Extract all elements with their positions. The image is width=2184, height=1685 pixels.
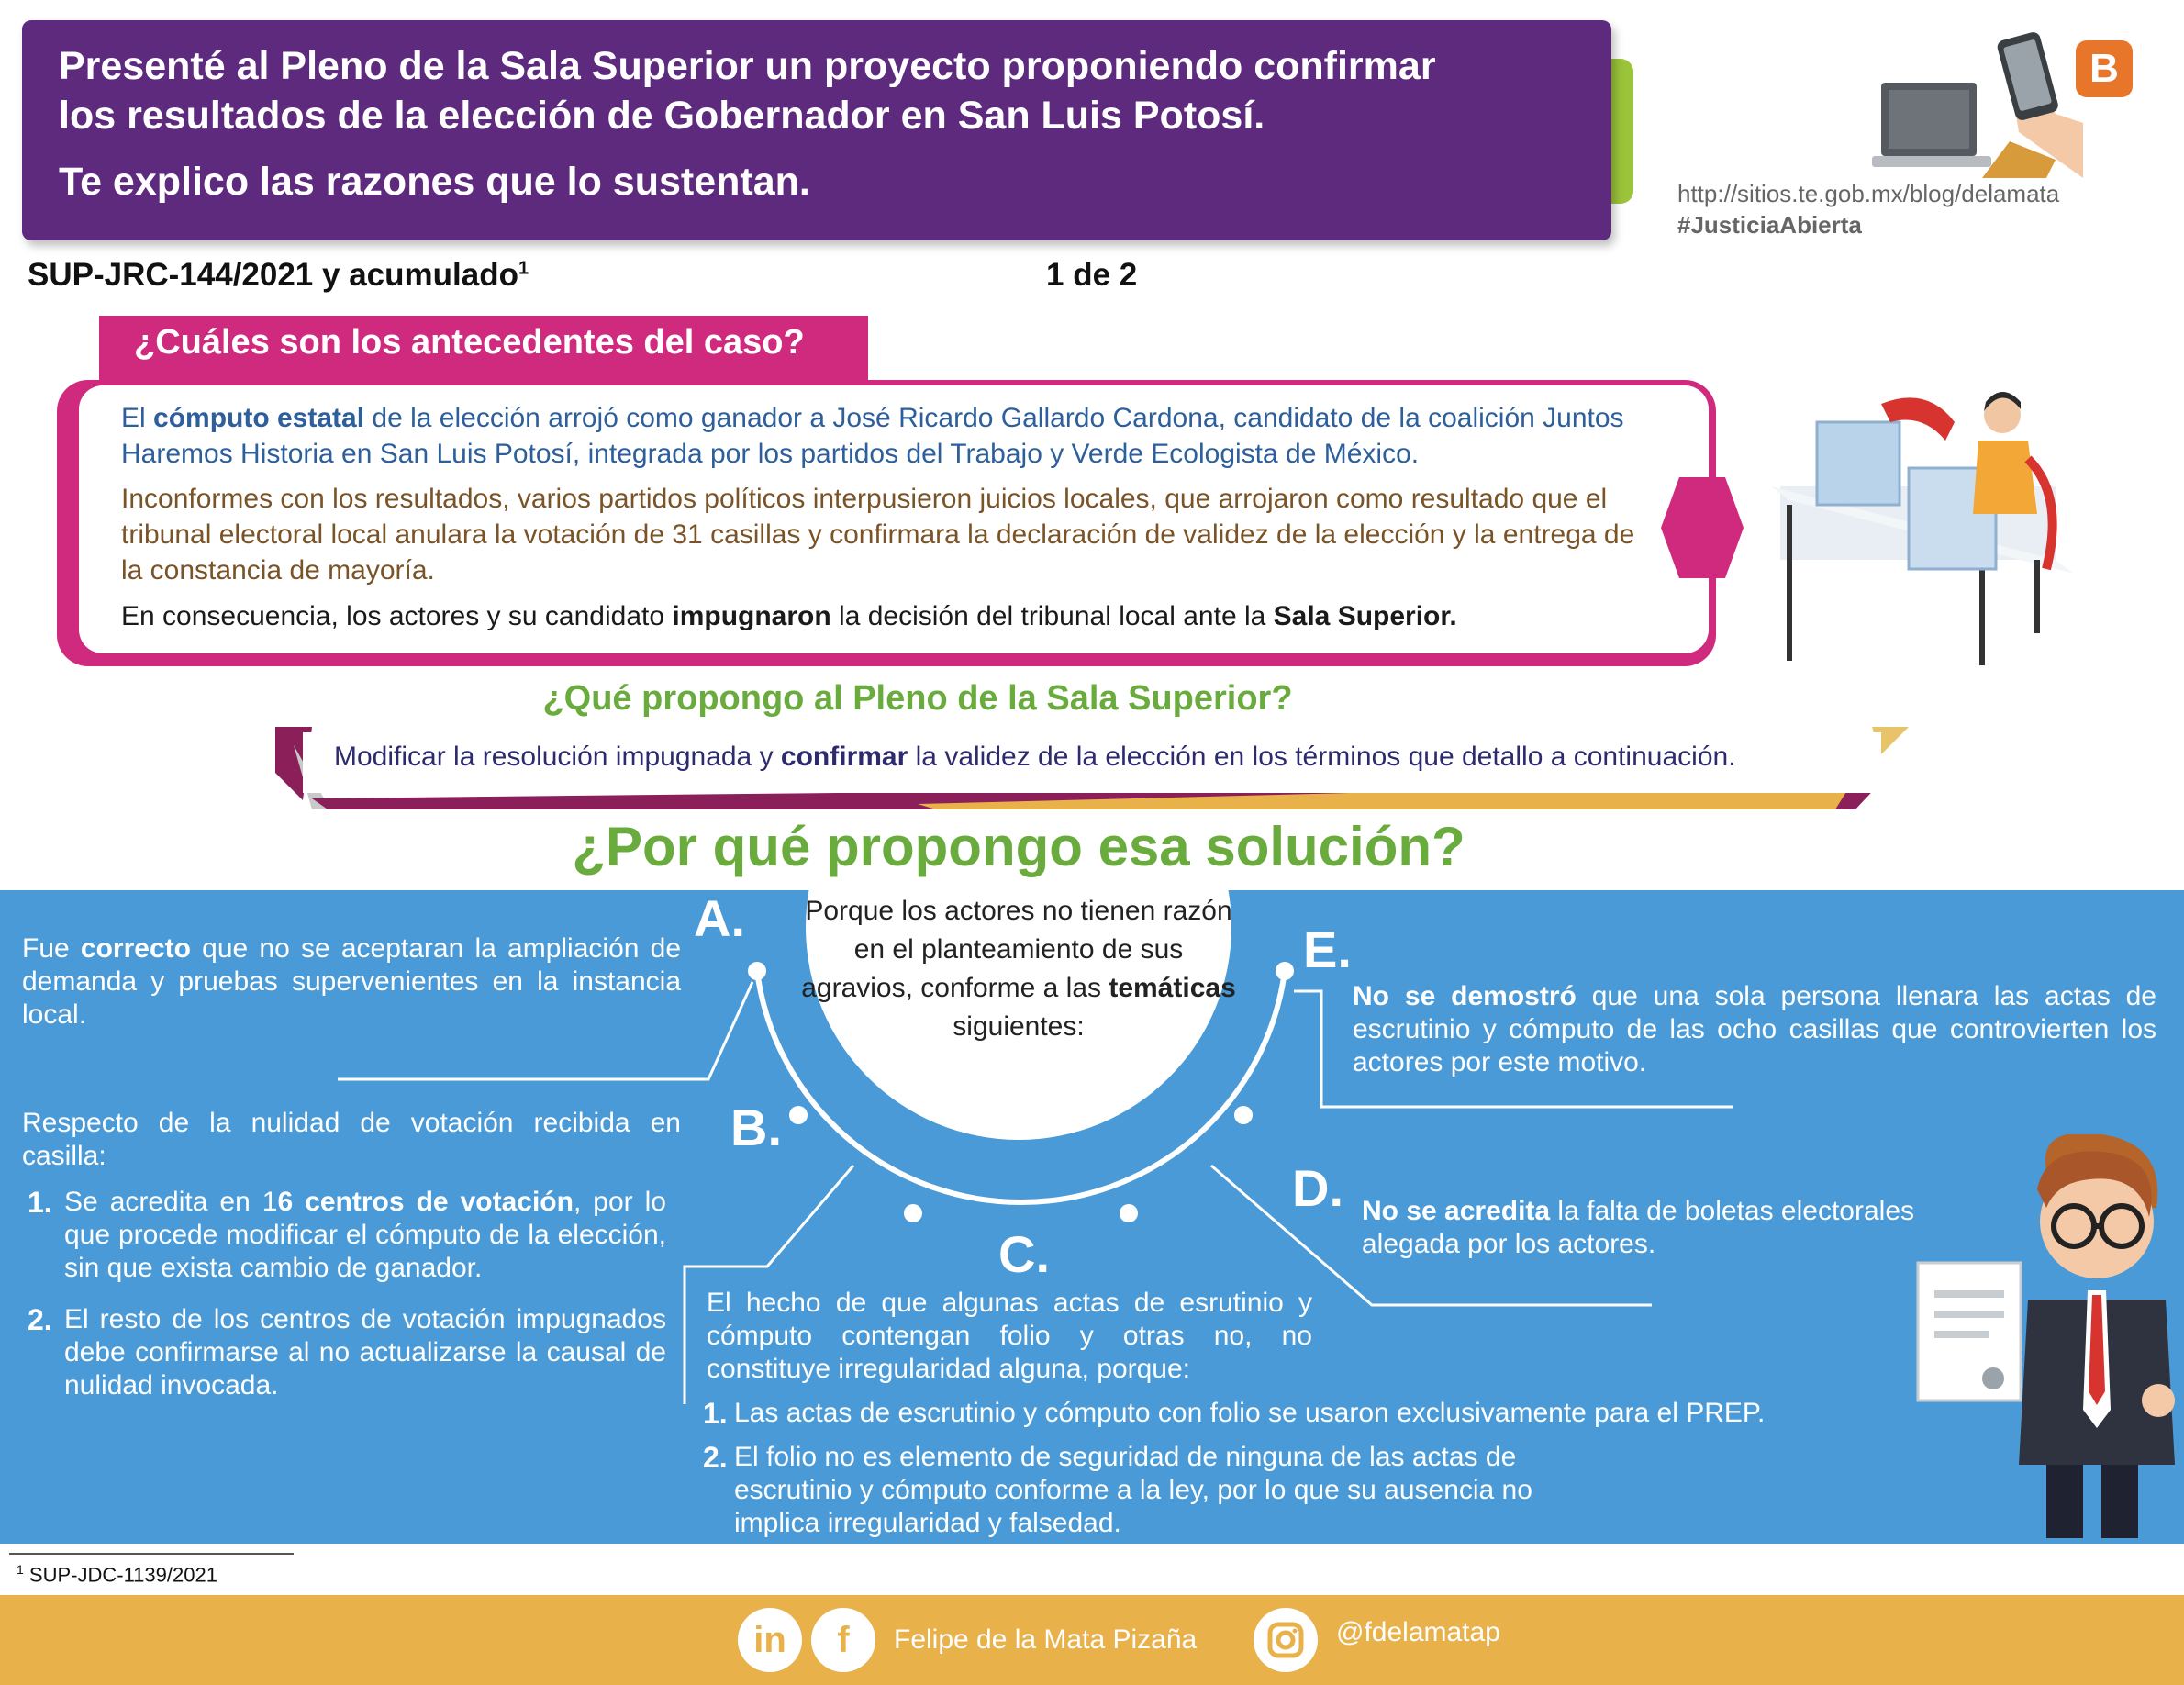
footnote: $^1$ SUP-JDC-1139/2021	[17, 1562, 217, 1587]
page-indicator: 1 de 2	[1046, 257, 1138, 293]
item-b-intro: Respecto de la nulidad de votación recibida en casilla:	[22, 1108, 681, 1171]
item-b-number-1: 1.	[28, 1186, 52, 1219]
footer-bar	[0, 1595, 2184, 1685]
footnote-rule	[9, 1553, 294, 1555]
item-c-number-1: 1.	[703, 1397, 728, 1430]
footnote-mark: 1	[518, 258, 529, 279]
center-circle-text: Porque los actores no tienen razón en el planteamiento de sus agravios, conforme a las temáticas siguientes:	[801, 896, 1236, 1042]
header-line-3: Te explico las razones que lo sustentan.	[59, 160, 810, 204]
item-e-text: No se demostró que una sola persona llenara las actas de escrutinio y cómputo de las ocho casillas que controvierten los actores por este motivo.	[1353, 981, 2156, 1077]
instagram-handle[interactable]: @fdelamatap	[1336, 1617, 1500, 1647]
blog-url-link[interactable]: http://sitios.te.gob.mx/blog/delamata	[1677, 180, 2060, 207]
item-c-point-2: El folio no es elemento de seguridad de ninguna de las actas de escrutinio y cómputo conforme a la ley, por lo que su ausencia no implica irregularidad y falsedad.	[734, 1442, 1532, 1538]
item-d-letter: D.	[1292, 1159, 1343, 1217]
antecedentes-paragraph-3: En consecuencia, los actores y su candidato impugnaron la decisión del tribunal local ante la Sala Superior.	[121, 601, 1457, 631]
item-c-letter: C.	[998, 1225, 1050, 1283]
header-line-2: los resultados de la elección de Gobernador en San Luis Potosí.	[59, 94, 1265, 138]
antecedentes-paragraph-1: El cómputo estatal de la elección arrojó como ganador a José Ricardo Gallardo Cardona, candidato de la coalición Juntos Haremos Historia en San Luis Potosí, integrada por los partidos del Trabajo y Verde Ecologista de México.	[121, 403, 1624, 469]
item-e-letter: E.	[1303, 921, 1352, 978]
item-c-intro: El hecho de que algunas actas de esrutinio y cómputo contengan folio y otras no, no constituye irregularidad alguna, porque:	[707, 1288, 1312, 1384]
item-c-number-2: 2.	[703, 1441, 728, 1474]
item-b-number-2: 2.	[28, 1303, 52, 1336]
propuesta-text: Modificar la resolución impugnada y confirmar la validez de la elección en los términos que detallo a continuación.	[334, 742, 1736, 772]
item-a-text: Fue correcto que no se aceptaran la ampliación de demanda y pruebas supervenientes en la instancia local.	[22, 933, 682, 1030]
antecedentes-title: ¿Cuáles son los antecedentes del caso?	[134, 323, 805, 362]
item-b-point-2: El resto de los centros de votación impugnados debe confirmarse al no actualizarse la causal de nulidad invocada.	[64, 1304, 666, 1400]
razones-title: ¿Por qué propongo esa solución?	[572, 816, 1465, 877]
presenter-illustration	[1909, 1134, 2184, 1544]
item-c-point-1: Las actas de escrutinio y cómputo con folio se usaron exclusivamente para el PREP.	[734, 1398, 1766, 1428]
footer-name[interactable]: Felipe de la Mata Pizaña	[894, 1624, 1198, 1655]
facebook-icon[interactable]: f	[811, 1608, 875, 1672]
hexagon-connector-right	[1661, 477, 1744, 578]
item-b-letter: B.	[730, 1099, 782, 1156]
case-number: SUP-JRC-144/2021 y acumulado$^1$	[28, 257, 529, 293]
laptop-phone-illustration	[1872, 22, 2083, 178]
desk-worker-illustration	[1762, 385, 2074, 670]
hashtag: #JusticiaAbierta	[1677, 211, 1862, 239]
instagram-icon[interactable]	[1254, 1608, 1318, 1672]
propuesta-title: ¿Qué propongo al Pleno de la Sala Superior?	[542, 679, 1293, 718]
blogger-icon[interactable]: B	[2076, 40, 2133, 97]
item-b-point-1: Se acredita en 16 centros de votación, por lo que procede modificar el cómputo de la elección, sin que exista cambio de ganador.	[64, 1187, 666, 1283]
item-a-letter: A.	[694, 889, 745, 947]
linkedin-icon[interactable]: in	[738, 1608, 802, 1672]
header-line-1: Presenté al Pleno de la Sala Superior un proyecto proponiendo confirmar	[59, 44, 1436, 88]
item-d-text: No se acredita la falta de boletas electorales alegada por los actores.	[1362, 1196, 1915, 1259]
antecedentes-paragraph-2: Inconformes con los resultados, varios partidos políticos interpusieron juicios locales, que arrojaron como resultado que el tribunal electoral local anulara la votación de 31 casillas y confirmara la declaración de validez de la elección y la entrega de la constancia de mayoría.	[121, 484, 1635, 586]
header-banner	[22, 20, 1611, 240]
